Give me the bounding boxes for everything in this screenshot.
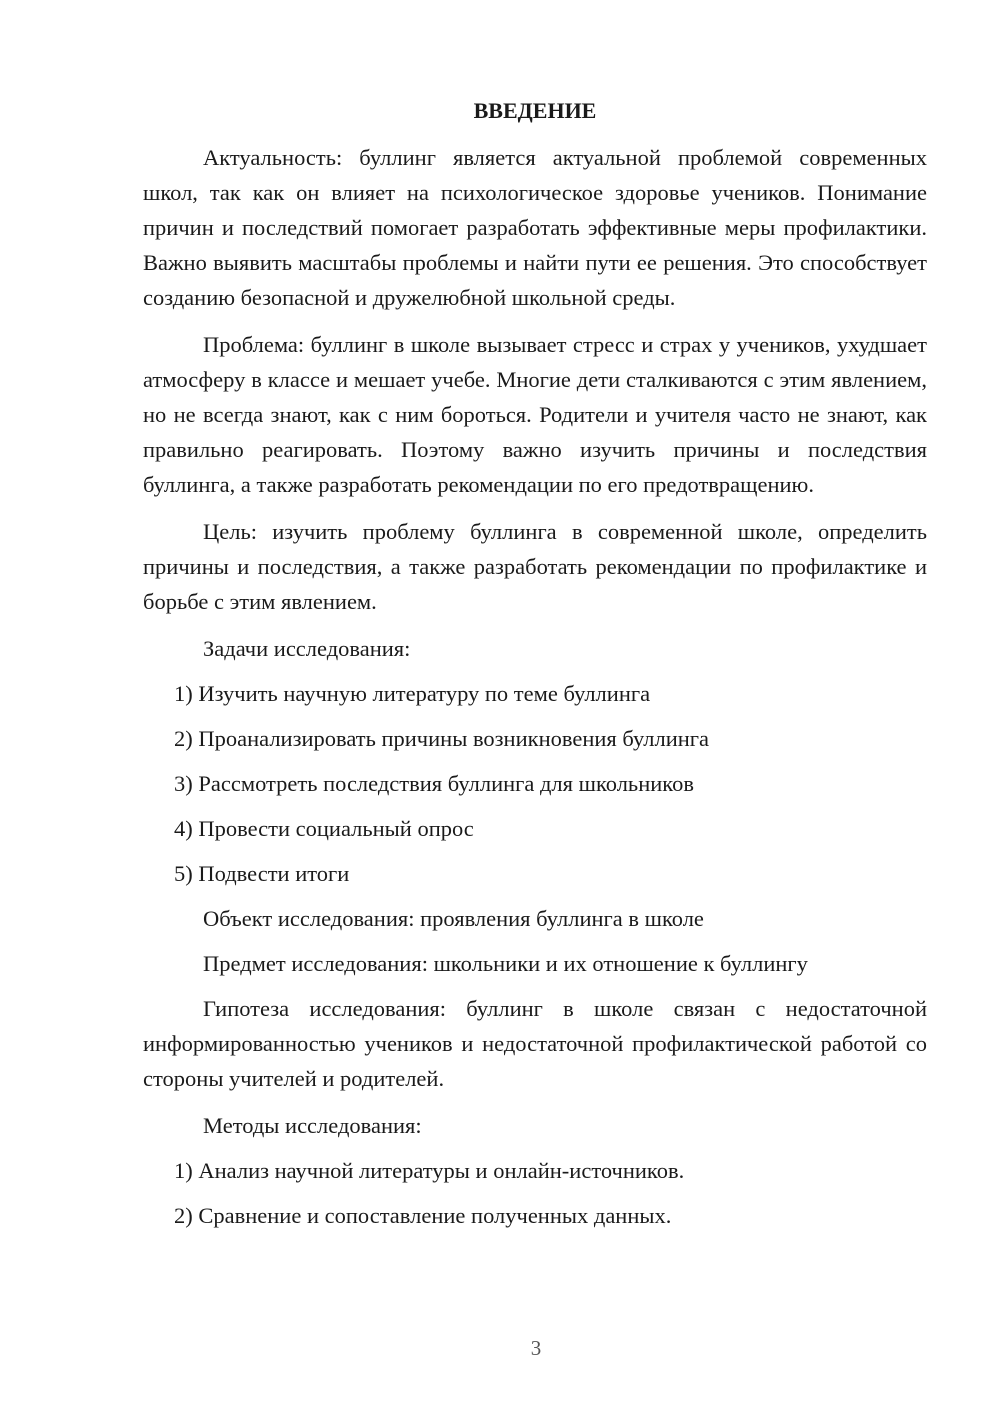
section-title: ВВЕДЕНИЕ <box>473 98 597 123</box>
research-subject: Предмет исследования: школьники и их отношение к буллингу <box>203 951 808 976</box>
method-item-2: 2) Сравнение и сопоставление полученных данных. <box>174 1203 672 1228</box>
task-item-5: 5) Подвести итоги <box>174 861 350 886</box>
research-object: Объект исследования: проявления буллинга в школе <box>203 906 704 931</box>
goal-paragraph: Цель: изучить проблему буллинга в современной школе, определить причины и последствия, а также разработать рекомендации по профилактике и борьбе с этим явлением. <box>143 519 927 614</box>
method-item-1: 1) Анализ научной литературы и онлайн-источников. <box>174 1158 685 1183</box>
hypothesis-paragraph: Гипотеза исследования: буллинг в школе связан с недостаточной информированностью учеников и недостаточной профилактической работой со стороны учителей и родителей. <box>143 996 927 1091</box>
page-content <box>143 96 927 1243</box>
task-item-3: 3) Рассмотреть последствия буллинга для школьников <box>174 771 694 796</box>
page-number: 3 <box>530 1336 542 1360</box>
problem-paragraph: Проблема: буллинг в школе вызывает стресс и страх у учеников, ухудшает атмосферу в классе и мешает учебе. Многие дети сталкиваются с этим явлением, но не всегда знают, как с ним бороться. Родители и учителя часто не знают, как правильно реагировать. Поэтому важно изучить причины и последствия буллинга, а также разработать рекомендации по его предотвращению. <box>143 332 927 497</box>
task-item-1: 1) Изучить научную литературу по теме буллинга <box>174 681 651 706</box>
tasks-heading: Задачи исследования: <box>203 636 411 661</box>
task-item-2: 2) Проанализировать причины возникновения буллинга <box>174 726 710 751</box>
task-item-4: 4) Провести социальный опрос <box>174 816 474 841</box>
methods-heading: Методы исследования: <box>203 1113 422 1138</box>
relevance-paragraph: Актуальность: буллинг является актуальной проблемой современных школ, так как он влияет на психологическое здоровье учеников. Понимание причин и последствий помогает разработать эффективные меры профилактики. Важно выявить масштабы проблемы и найти пути ее решения. Это способствует созданию безопасной и дружелюбной школьной среды. <box>143 145 927 310</box>
